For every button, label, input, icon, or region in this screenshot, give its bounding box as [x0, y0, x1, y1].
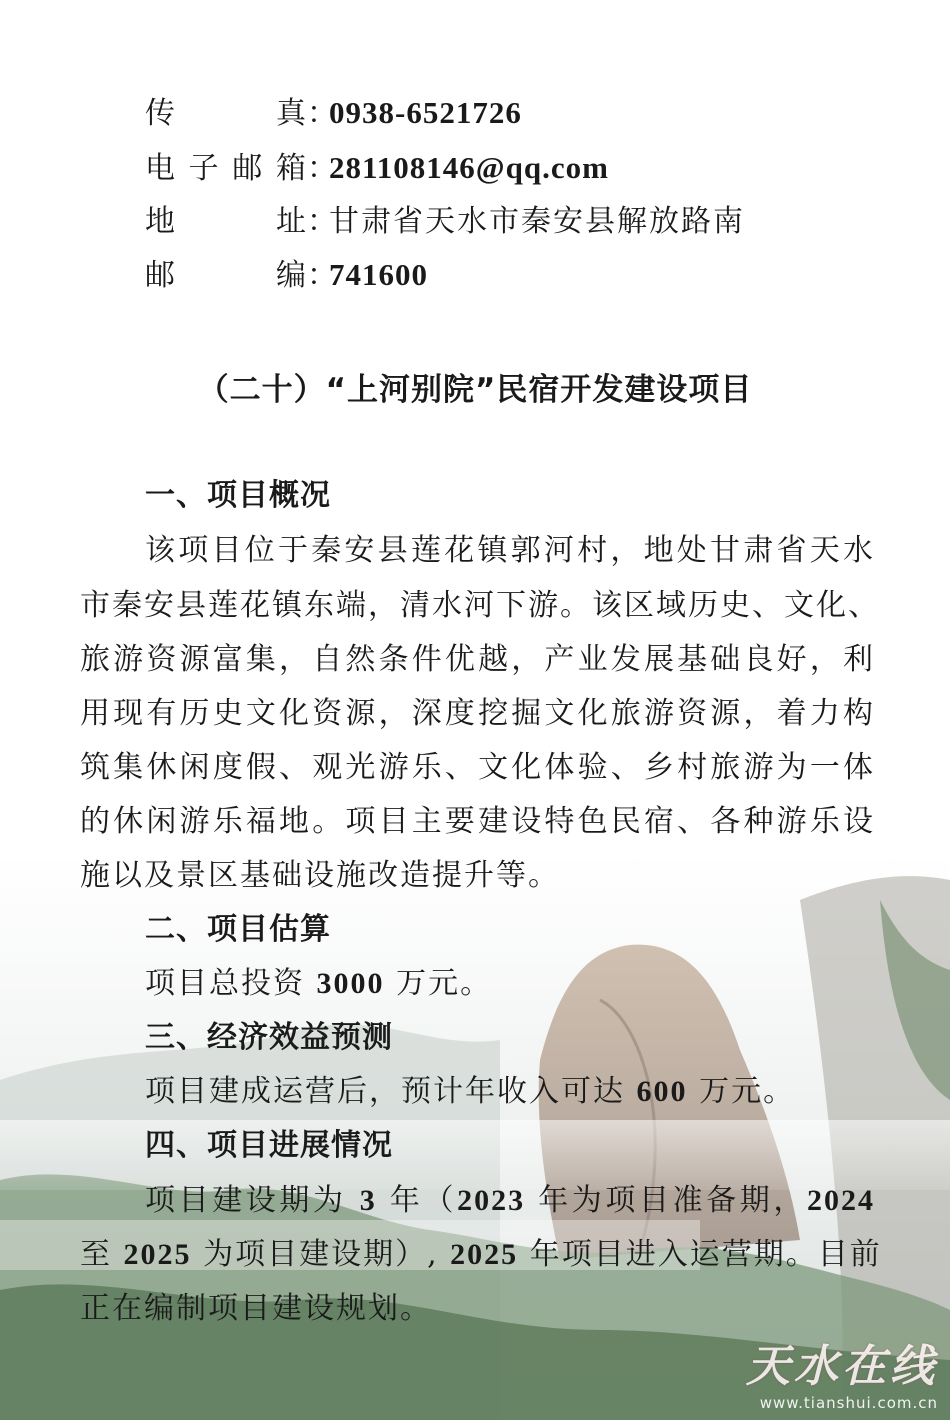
estimate-text: 项目总投资 3000 万元。: [145, 966, 493, 1001]
contact-address-value: 甘肃省天水市秦安县解放路南: [329, 204, 745, 239]
overview-line: 的休闲游乐福地。项目主要建设特色民宿、各种游乐设: [80, 804, 875, 839]
overview-line: 旅游资源富集，自然条件优越，产业发展基础良好，利: [80, 642, 875, 677]
contact-fax-value: 0938-6521726: [329, 95, 522, 130]
watermark-url: www.tianshui.com.cn: [759, 1394, 938, 1412]
project-title: （二十）“上河别院”民宿开发建设项目: [197, 372, 753, 408]
colon: ：: [307, 258, 338, 293]
watermark-logo-text: 天水在线: [746, 1341, 938, 1392]
progress-line: 正在编制项目建设规划。: [80, 1291, 432, 1326]
site-watermark: [746, 1330, 938, 1412]
contact-fax-row: [145, 88, 522, 132]
contact-email-row: [145, 143, 609, 187]
contact-email-value: 281108146@qq.com: [329, 150, 609, 185]
colon: ：: [307, 151, 338, 186]
overview-line: 筑集休闲度假、观光游乐、文化体验、乡村旅游为一体: [80, 750, 875, 785]
colon: ：: [307, 96, 338, 131]
benefit-heading: 三、经济效益预测: [145, 1020, 393, 1055]
progress-line: 至 2025 为项目建设期）, 2025 年项目进入运营期。目前: [80, 1237, 882, 1272]
overview-line: 用现有历史文化资源，深度挖掘文化旅游资源，着力构: [80, 696, 875, 731]
overview-line: 该项目位于秦安县莲花镇郭河村，地处甘肃省天水: [145, 533, 875, 568]
contact-address-row: [145, 196, 745, 240]
contact-fax-label: 传真: [145, 96, 307, 131]
overview-line: 市秦安县莲花镇东端，清水河下游。该区域历史、文化、: [80, 588, 880, 623]
progress-heading: 四、项目进展情况: [145, 1128, 393, 1163]
contact-postcode-value: 741600: [329, 257, 428, 292]
contact-postcode-row: [145, 250, 428, 294]
colon: ：: [307, 204, 338, 239]
overview-heading: 一、项目概况: [145, 478, 331, 513]
progress-line: 项目建设期为 3 年（2023 年为项目准备期，2024: [145, 1183, 875, 1218]
overview-line: 施以及景区基础设施改造提升等。: [80, 858, 560, 893]
contact-postcode-label: 邮编: [145, 258, 307, 293]
contact-email-label: 电子邮箱: [145, 151, 307, 186]
estimate-heading: 二、项目估算: [145, 912, 331, 947]
benefit-text: 项目建成运营后，预计年收入可达 600 万元。: [145, 1074, 796, 1109]
contact-address-label: 地址: [145, 204, 307, 239]
